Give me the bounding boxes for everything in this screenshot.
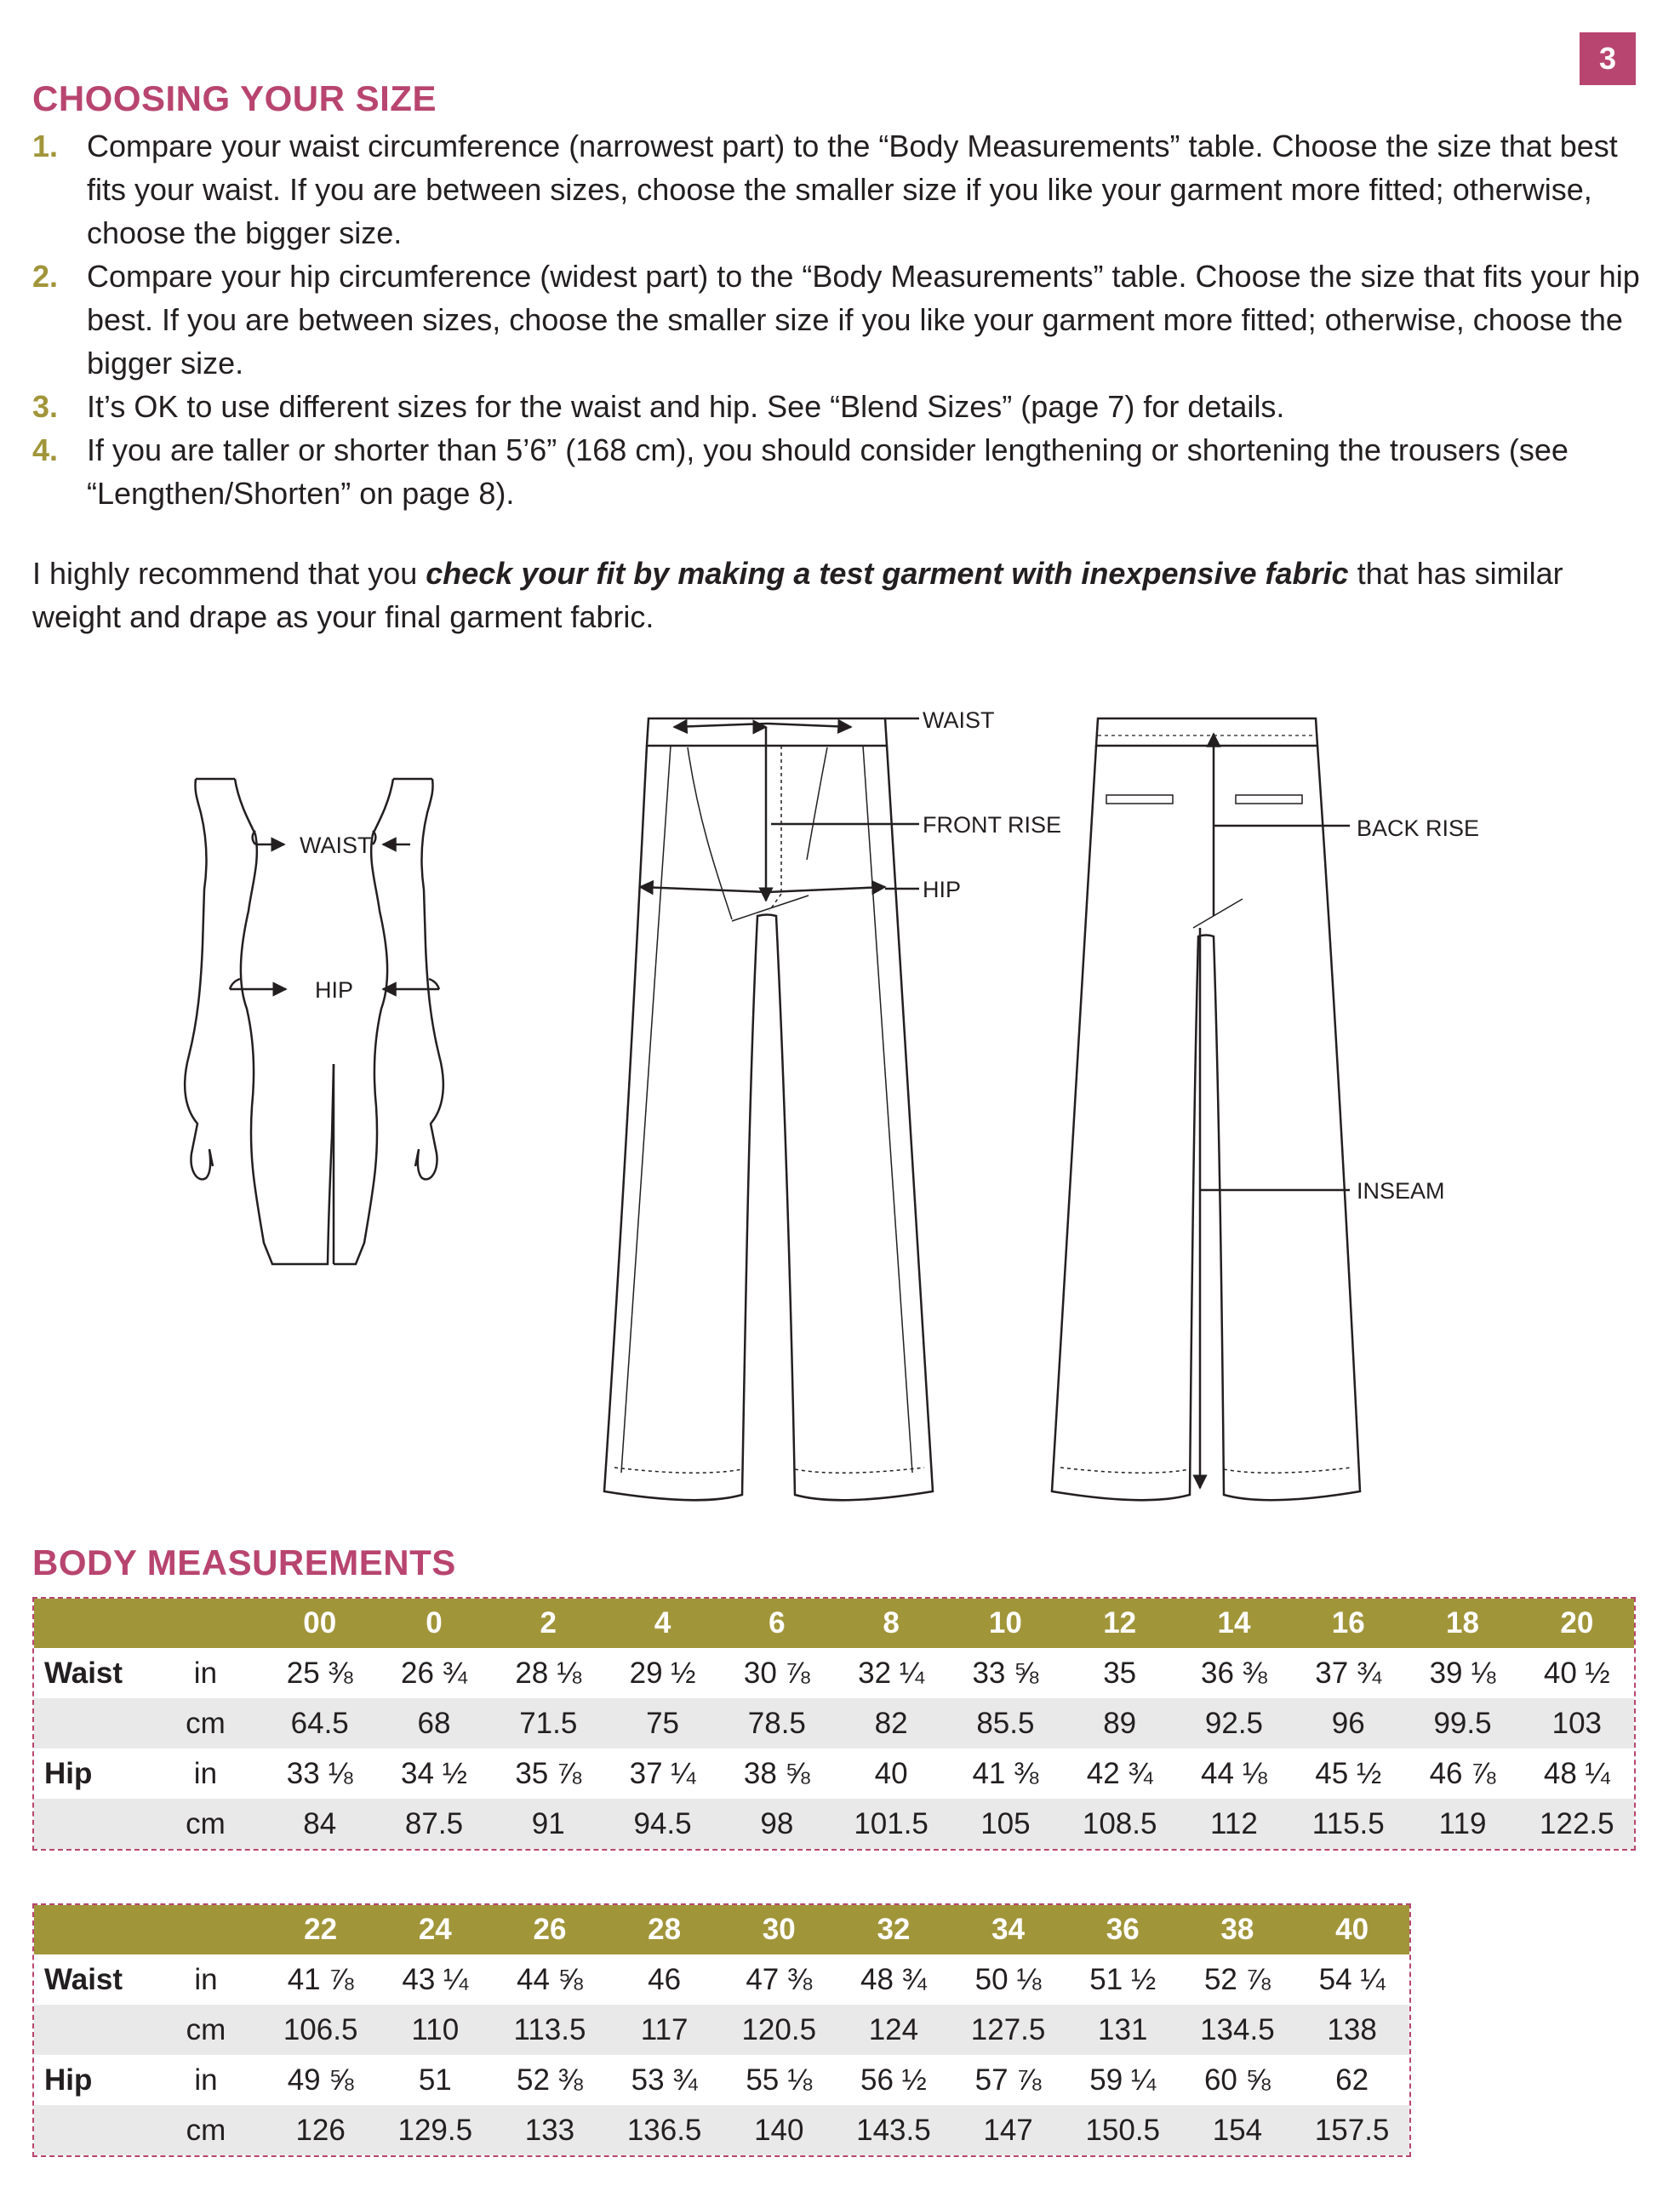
size-header: 4	[605, 1599, 719, 1648]
hip-cm-cell: 98	[720, 1799, 834, 1849]
measurements-table-1	[32, 1597, 1636, 1851]
size-header: 32	[837, 1905, 951, 1954]
hip-cm-cell: 129.5	[378, 2105, 493, 2155]
waist-in-cell: 46	[648, 1962, 682, 1996]
hip-in-cell: 44 ⅛	[1201, 1756, 1267, 1790]
row-label-hip: Hip	[44, 1756, 93, 1790]
front-rise-label: FRONT RISE	[923, 812, 1062, 838]
waist-in-cell: 40 ½	[1543, 1656, 1610, 1690]
step-item	[32, 124, 1641, 255]
row-label-blank	[34, 2005, 149, 2055]
waist-cm-cell: 124	[837, 2005, 951, 2055]
size-header: 22	[263, 1905, 378, 1954]
hip-cm-cell: 157.5	[1294, 2105, 1409, 2155]
hip-in-cell: 46 ⅞	[1429, 1756, 1496, 1790]
hip-cm-cell: 101.5	[834, 1799, 948, 1849]
hip-cm-cell: 105	[948, 1799, 1062, 1849]
hip-in-cell: 34 ½	[401, 1756, 467, 1790]
hip-in-cell: 55 ⅛	[746, 2063, 813, 2097]
waist-cm-cell: 103	[1520, 1698, 1634, 1748]
row-label-waist: Waist	[44, 1656, 123, 1690]
waist-cm-cell: 131	[1066, 2005, 1180, 2055]
waist-cm-cell: 138	[1294, 2005, 1409, 2055]
hip-in-cell: 56 ½	[860, 2063, 927, 2097]
size-header: 40	[1294, 1905, 1409, 1954]
size-header: 14	[1177, 1599, 1291, 1648]
hip-cm-cell: 122.5	[1520, 1799, 1634, 1849]
step-item	[32, 385, 1641, 428]
waist-cm-cell: 117	[607, 2005, 722, 2055]
hip-in-cell: 49 ⅝	[287, 2063, 354, 2097]
inseam-label: INSEAM	[1357, 1178, 1445, 1204]
step-item	[32, 428, 1641, 515]
size-table	[34, 1905, 1409, 2155]
row-label-blank	[34, 1799, 148, 1849]
step-number: 1.	[32, 129, 59, 163]
front-trousers	[604, 718, 933, 1500]
hip-cm-cell: 119	[1405, 1799, 1519, 1849]
hip-cm-cell: 143.5	[837, 2105, 951, 2155]
size-header: 36	[1066, 1905, 1180, 1954]
hip-cm-cell: 87.5	[377, 1799, 491, 1849]
waist-cm-cell: 78.5	[720, 1698, 834, 1748]
hip-cm-cell: 84	[263, 1799, 377, 1849]
waist-in-cell: 41 ⅞	[287, 1962, 354, 1996]
size-header: 30	[722, 1905, 837, 1954]
hip-in-cell: 57 ⅞	[974, 2063, 1042, 2097]
step-number: 2.	[32, 259, 59, 294]
step-text: Compare your waist circumference (narrowest part) to the “Body Measurements” table. Choose the size that best fits your waist. If you are between sizes, choose the smaller size if you like your garment more fitted; otherwise, choose the bigger size.	[87, 129, 1618, 250]
hip-cm-cell: 150.5	[1066, 2105, 1180, 2155]
hip-cm-cell: 147	[951, 2105, 1066, 2155]
measurements-table-2	[32, 1903, 1411, 2157]
hip-in-cell: 41 ⅜	[972, 1756, 1039, 1790]
row-label-waist: Waist	[44, 1962, 123, 1996]
waist-in-cell: 30 ⅞	[743, 1656, 810, 1690]
hip-in-cell: 53 ¾	[631, 2063, 698, 2097]
page-number: 3	[1580, 32, 1636, 85]
hip-cm-cell: 154	[1180, 2105, 1295, 2155]
hip-cm-cell: 126	[263, 2105, 378, 2155]
unit-in: in	[194, 1962, 218, 1996]
waist-cm-cell: 68	[377, 1698, 491, 1748]
waist-cm-cell: 127.5	[951, 2005, 1066, 2055]
header-blank	[34, 1599, 148, 1648]
hip-in-cell: 45 ½	[1315, 1756, 1382, 1790]
unit-in: in	[193, 1656, 218, 1690]
waist-in-cell: 54 ¼	[1318, 1962, 1386, 1996]
row-label-blank	[34, 2105, 149, 2155]
hip-cm-cell: 140	[722, 2105, 837, 2155]
rec-text-after: that has similar weight and drape as your final garment fabric.	[32, 556, 1563, 634]
size-steps-list	[32, 124, 1641, 515]
waist-cm-cell: 89	[1063, 1698, 1177, 1748]
waist-in-cell: 50 ⅛	[974, 1962, 1042, 1996]
waist-cm-cell: 75	[605, 1698, 719, 1748]
waist-in-cell: 26 ¾	[401, 1656, 467, 1690]
waist-in-cell: 43 ¼	[402, 1962, 469, 1996]
size-header: 34	[951, 1905, 1066, 1954]
step-item	[32, 255, 1641, 385]
size-header: 38	[1180, 1905, 1295, 1954]
header-blank	[148, 1599, 262, 1648]
hip-in-cell: 40	[874, 1756, 908, 1790]
hip-cm-cell: 136.5	[607, 2105, 722, 2155]
size-header: 20	[1520, 1599, 1634, 1648]
waist-cm-cell: 99.5	[1405, 1698, 1519, 1748]
waist-in-cell: 28 ⅛	[515, 1656, 582, 1690]
rec-text-before: I highly recommend that you	[32, 556, 426, 591]
hip-in-cell: 35 ⅞	[515, 1756, 582, 1790]
size-header: 6	[720, 1599, 834, 1648]
body-measurements-title: BODY MEASUREMENTS	[32, 1542, 456, 1582]
waist-cm-cell: 92.5	[1177, 1698, 1291, 1748]
unit-cm: cm	[148, 1698, 262, 1748]
size-header: 16	[1291, 1599, 1405, 1648]
waist-cm-cell: 110	[378, 2005, 493, 2055]
size-header: 12	[1063, 1599, 1177, 1648]
unit-in: in	[193, 1756, 218, 1790]
hip-in-cell: 42 ¾	[1086, 1756, 1153, 1790]
body-waist-label: WAIST	[300, 833, 372, 858]
waist-cm-cell: 134.5	[1180, 2005, 1295, 2055]
hip-cm-cell: 133	[493, 2105, 608, 2155]
hip-in-cell: 60 ⅝	[1203, 2063, 1271, 2097]
hip-cm-cell: 115.5	[1291, 1799, 1405, 1849]
waist-in-cell: 29 ½	[629, 1656, 696, 1690]
back-trousers	[1052, 718, 1360, 1500]
hip-cm-cell: 108.5	[1063, 1799, 1177, 1849]
hip-in-cell: 52 ⅜	[517, 2063, 583, 2097]
waist-in-cell: 47 ⅜	[746, 1962, 813, 1996]
size-header: 2	[491, 1599, 605, 1648]
size-header: 00	[263, 1599, 377, 1648]
waist-in-cell: 33 ⅝	[972, 1656, 1039, 1690]
size-header: 26	[493, 1905, 608, 1954]
size-header: 24	[378, 1905, 493, 1954]
hip-in-cell: 38 ⅝	[743, 1756, 810, 1790]
waist-in-cell: 44 ⅝	[517, 1962, 583, 1996]
row-label-hip: Hip	[44, 2063, 93, 2097]
waist-in-cell: 52 ⅞	[1203, 1962, 1271, 1996]
size-header: 10	[948, 1599, 1062, 1648]
waist-cm-cell: 64.5	[263, 1698, 377, 1748]
hip-in-cell: 51	[418, 2063, 452, 2097]
fit-recommendation	[32, 552, 1632, 638]
front-waist-label: WAIST	[923, 707, 995, 733]
step-text: If you are taller or shorter than 5’6” (168 cm), you should consider lengthening or shortening the trousers (see “Lengthen/Shorten” on page 8).	[87, 432, 1569, 511]
back-rise-label: BACK RISE	[1357, 815, 1480, 841]
hip-cm-cell: 112	[1177, 1799, 1291, 1849]
waist-in-cell: 25 ⅜	[286, 1656, 353, 1690]
front-hip-label: HIP	[923, 877, 962, 902]
hip-in-cell: 48 ¼	[1543, 1756, 1610, 1790]
waist-in-cell: 39 ⅛	[1429, 1656, 1496, 1690]
waist-cm-cell: 113.5	[493, 2005, 608, 2055]
row-label-blank	[34, 1698, 148, 1748]
waist-in-cell: 37 ¾	[1315, 1656, 1382, 1690]
waist-cm-cell: 85.5	[948, 1698, 1062, 1748]
size-header: 0	[377, 1599, 491, 1648]
step-text: It’s OK to use different sizes for the waist and hip. See “Blend Sizes” (page 7) for details.	[87, 389, 1285, 424]
step-text: Compare your hip circumference (widest part) to the “Body Measurements” table. Choose the size that fits your hip best. If you are between sizes, choose the smaller size if you like your garment more fitted; otherwise, choose the bigger size.	[87, 259, 1640, 381]
step-number: 3.	[32, 389, 59, 424]
waist-in-cell: 48 ¾	[860, 1962, 927, 1996]
waist-cm-cell: 96	[1291, 1698, 1405, 1748]
measurement-diagram	[0, 664, 1680, 1515]
header-blank	[34, 1905, 149, 1954]
waist-in-cell: 35	[1103, 1656, 1137, 1690]
waist-cm-cell: 106.5	[263, 2005, 378, 2055]
unit-cm: cm	[149, 2005, 264, 2055]
rec-text-bold: check your fit by making a test garment with inexpensive fabric	[426, 556, 1349, 591]
size-header: 8	[834, 1599, 948, 1648]
hip-in-cell: 62	[1335, 2063, 1369, 2097]
hip-cm-cell: 94.5	[605, 1799, 719, 1849]
hip-in-cell: 33 ⅛	[286, 1756, 353, 1790]
unit-in: in	[194, 2063, 218, 2097]
waist-cm-cell: 71.5	[491, 1698, 605, 1748]
unit-cm: cm	[148, 1799, 262, 1849]
waist-in-cell: 32 ¼	[858, 1656, 925, 1690]
waist-in-cell: 51 ½	[1089, 1962, 1157, 1996]
size-table	[34, 1599, 1634, 1849]
unit-cm: cm	[149, 2105, 264, 2155]
choosing-size-title: CHOOSING YOUR SIZE	[32, 78, 437, 118]
header-blank	[149, 1905, 264, 1954]
waist-cm-cell: 120.5	[722, 2005, 837, 2055]
size-header: 28	[607, 1905, 722, 1954]
waist-cm-cell: 82	[834, 1698, 948, 1748]
body-hip-label: HIP	[315, 977, 354, 1003]
step-number: 4.	[32, 432, 59, 467]
hip-in-cell: 37 ¼	[629, 1756, 696, 1790]
waist-in-cell: 36 ⅜	[1201, 1656, 1267, 1690]
hip-cm-cell: 91	[491, 1799, 605, 1849]
size-header: 18	[1405, 1599, 1519, 1648]
hip-in-cell: 59 ¼	[1089, 2063, 1157, 2097]
